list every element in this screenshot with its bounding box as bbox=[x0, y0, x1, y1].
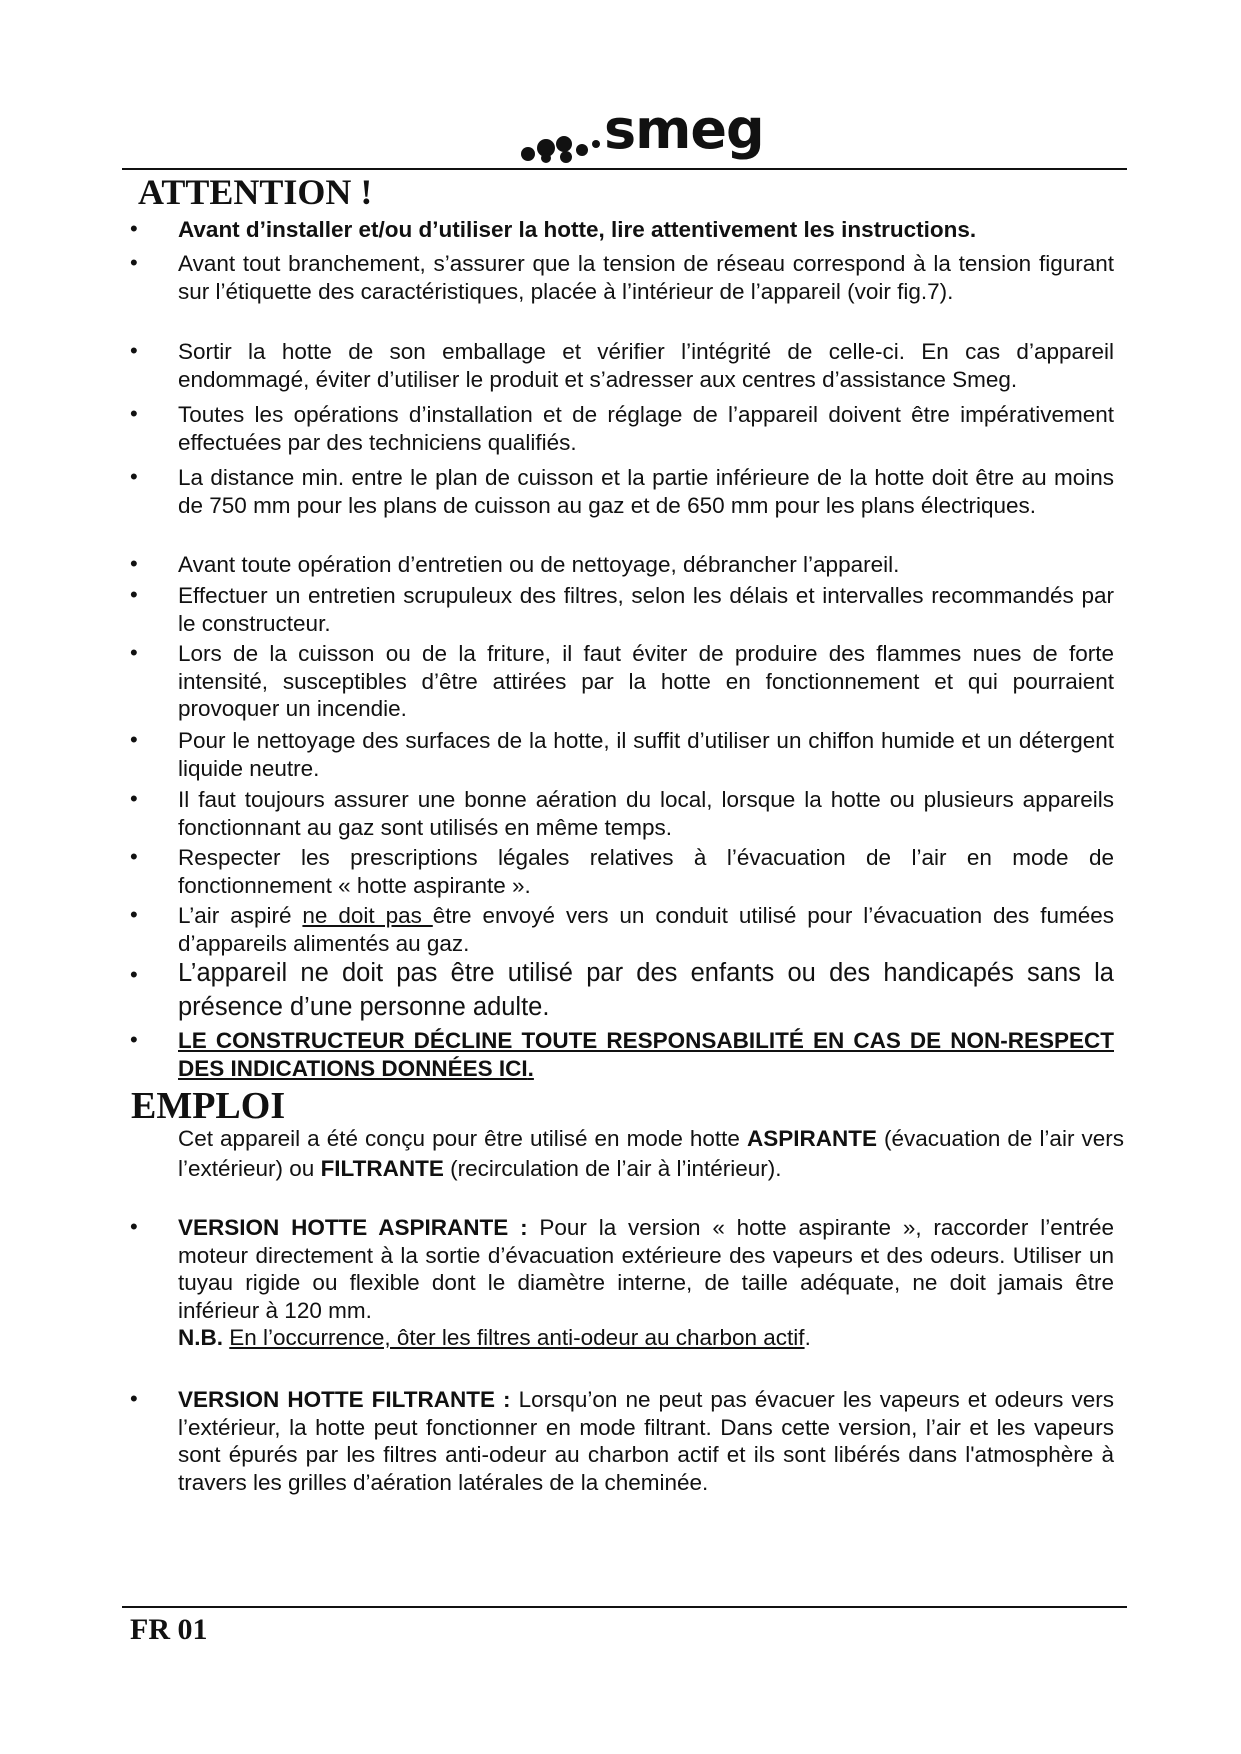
mode-aspirante: ASPIRANTE bbox=[746, 1126, 877, 1151]
bullet-icon: • bbox=[130, 786, 138, 811]
list-item-text: La distance min. entre le plan de cuisson et la partie inférieure de la hotte doit être au moins de 750 mm pour les plans de cuisson au gaz et de 650 mm pour les plans électriques. bbox=[178, 465, 1114, 518]
bullet-icon: • bbox=[130, 640, 138, 665]
list-item-text: Avant tout branchement, s’assurer que la tension de réseau correspond à la tension figurant sur l’étiquette des caractéristiques, placée à l’intérieur de l’appareil (voir fig.7). bbox=[178, 251, 1114, 304]
version-label: VERSION HOTTE ASPIRANTE : bbox=[178, 1215, 528, 1240]
text-fragment: Cet appareil a été conçu pour être utilisé en mode hotte bbox=[178, 1126, 747, 1151]
brand-wordmark: smeg bbox=[604, 98, 764, 161]
text-fragment: (recirculation de l’air à l’intérieur). bbox=[443, 1156, 782, 1181]
bullet-icon: • bbox=[130, 250, 138, 275]
bullet-icon: • bbox=[130, 1386, 138, 1411]
nb-label: N.B. bbox=[178, 1325, 223, 1350]
brand-logo bbox=[520, 98, 764, 163]
list-item-text: Il faut toujours assurer une bonne aération du local, lorsque la hotte ou plusieurs appareils fonctionnant au gaz sont utilisés en même temps. bbox=[178, 787, 1114, 840]
emphasis-underline: ne doit pas bbox=[302, 903, 433, 928]
bullet-icon: • bbox=[130, 338, 138, 363]
bullet-icon: • bbox=[130, 401, 138, 426]
emploi-intro bbox=[178, 1124, 1124, 1184]
list-item-text: Effectuer un entretien scrupuleux des filtres, selon les délais et intervalles recommandés par le constructeur. bbox=[178, 583, 1114, 636]
list-item-text: L’appareil ne doit pas être utilisé par des enfants ou des handicapés sans la présence d’une personne adulte. bbox=[178, 959, 1114, 1021]
bullet-icon: • bbox=[130, 1214, 138, 1239]
list-item-text: Lors de la cuisson ou de la friture, il faut éviter de produire des flammes nues de forte intensité, susceptibles d’être attirées par la hotte en fonctionnement et qui pourraient provoquer un incendie. bbox=[178, 641, 1114, 721]
version-label: VERSION HOTTE FILTRANTE : bbox=[178, 1387, 511, 1412]
list-item-text: Toutes les opérations d’installation et de réglage de l’appareil doivent être impérativement effectuées par des techniciens qualifiés. bbox=[178, 402, 1114, 455]
bullet-icon: • bbox=[130, 216, 138, 241]
attention-heading: ATTENTION ! bbox=[138, 172, 373, 212]
bullet-icon: • bbox=[130, 551, 138, 576]
logo-dots-icon bbox=[520, 130, 604, 164]
text-fragment: être envoyé vers un conduit utilisé pour l’évacuation des fumées d’appareils alimentés au gaz. bbox=[178, 903, 1115, 956]
bullet-icon: • bbox=[130, 902, 138, 927]
bullet-icon: • bbox=[130, 844, 138, 869]
list-item-text: Avant toute opération d’entretien ou de nettoyage, débrancher l’appareil. bbox=[178, 552, 900, 577]
list-item-text bbox=[178, 902, 1114, 957]
list-item-text bbox=[178, 1386, 1114, 1496]
list-item-text: VERSION HOTTE ASPIRANTE : Pour la version « hotte aspirante », raccorder l’entrée moteur directement à la sortie d’évacuation extérieure des vapeurs et des odeurs. Utiliser un tuyau rigide ou flexible dont le diamètre interne, de taille adéquate, ne doit jamais être inférieur à 120 mm. N.B. En l’occurrence, ôter les filtres anti-odeur au charbon actif. bbox=[178, 1215, 1114, 1350]
bottom-divider bbox=[122, 1606, 1127, 1608]
text-fragment: (évacuation de l’air vers l’extérieur) ou bbox=[178, 1126, 1124, 1181]
page-number: FR 01 bbox=[130, 1613, 208, 1646]
list-item-text: Avant d’installer et/ou d’utiliser la hotte, lire attentivement les instructions. bbox=[178, 217, 977, 242]
bullet-icon: • bbox=[130, 464, 138, 489]
text-fragment: L’air aspiré bbox=[178, 903, 303, 928]
nb-text: En l’occurrence, ôter les filtres anti-odeur au charbon actif bbox=[229, 1325, 805, 1350]
list-item-text: Sortir la hotte de son emballage et vérifier l’intégrité de celle-ci. En cas d’appareil endommagé, éviter d’utiliser le produit et s’adresser aux centres d’assistance Smeg. bbox=[178, 339, 1114, 392]
top-divider bbox=[122, 168, 1127, 170]
disclaimer-text: LE CONSTRUCTEUR DÉCLINE TOUTE RESPONSABILITÉ EN CAS DE NON-RESPECT DES INDICATIONS DONNÉES ICI bbox=[178, 1028, 1114, 1081]
version-text: Pour la version « hotte aspirante », raccorder l’entrée moteur directement à la sortie d’évacuation extérieure des vapeurs et des odeurs. Utiliser un tuyau rigide ou flexible dont le diamètre interne, de taille adéquate, ne doit jamais être inférieur à 120 mm. bbox=[178, 1215, 1114, 1323]
list-item-text: Pour le nettoyage des surfaces de la hotte, il suffit d’utiliser un chiffon humide et un détergent liquide neutre. bbox=[178, 728, 1114, 781]
list-item-text: LE CONSTRUCTEUR DÉCLINE TOUTE RESPONSABILITÉ EN CAS DE NON-RESPECT DES INDICATIONS DONNÉES ICI. bbox=[178, 1028, 1114, 1081]
mode-filtrante: FILTRANTE bbox=[320, 1156, 444, 1181]
emploi-heading: EMPLOI bbox=[131, 1085, 286, 1127]
version-text: Lorsqu’on ne peut pas évacuer les vapeurs et odeurs vers l’extérieur, la hotte peut fonctionner en mode filtrant. Dans cette version, l’air et les vapeurs sont épurés par les filtres anti-odeur au charbon actif et ils sont libérés dans l'atmosphère à travers les grilles d’aération latérales de la cheminée. bbox=[178, 1387, 1114, 1495]
bullet-icon: • bbox=[130, 582, 138, 607]
bullet-icon: • bbox=[130, 1027, 138, 1052]
bullet-icon: • bbox=[130, 727, 138, 752]
list-item-text: Respecter les prescriptions légales relatives à l’évacuation de l’air en mode de fonctionnement « hotte aspirante ». bbox=[178, 845, 1114, 898]
bullet-icon: • bbox=[130, 962, 138, 987]
